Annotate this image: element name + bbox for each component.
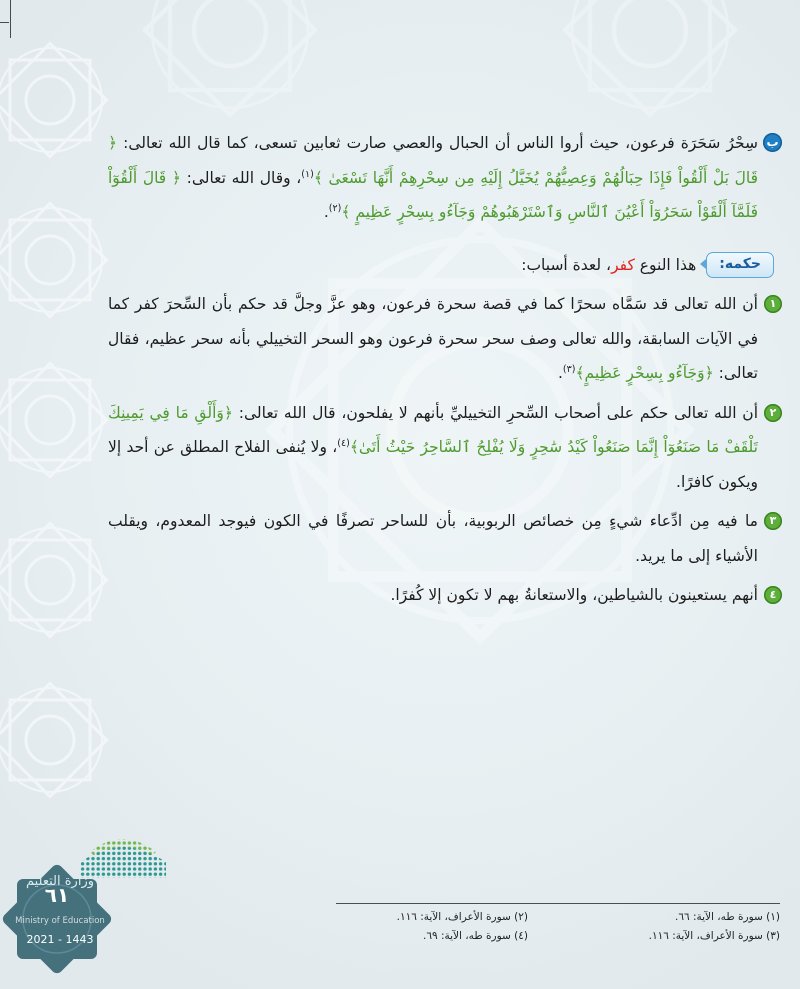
footnote-3: (٣) سورة الأعراف، الآية: ١١٦. xyxy=(648,930,780,942)
body-text: أن الله تعالى قد سَمَّاه سحرًا كما في قصة سحرة فرعون، وهو عزَّ وجلَّ قد حكم بأن السِّحرَ كفر كما في الآيات السابقة، والله تعالى وصف سحر سحرة فرعون وهو السحر التخييلي بأنه سحر عظيم، فقال تعالى: xyxy=(108,295,758,382)
body-text: ، وقال الله تعالى: xyxy=(180,168,302,187)
footnote-ref: (٤) xyxy=(337,437,350,449)
ruling-text-start: هذا النوع xyxy=(634,255,697,274)
main-content xyxy=(108,126,782,618)
ruling-label-badge: حكمه: xyxy=(706,252,774,278)
page-number: ٦١ xyxy=(44,883,70,907)
ruling-text-end: ، لعدة أسباب: xyxy=(521,255,612,274)
ruling-text xyxy=(521,248,696,283)
ministry-name-arabic: وزارة التعليم xyxy=(25,874,95,889)
body-text: أن الله تعالى حكم على أصحاب السِّحرِ التخييليِّ بأنهم لا يفلحون، قال الله تعالى: xyxy=(232,403,758,422)
crop-mark xyxy=(10,0,11,38)
section-b xyxy=(108,126,782,230)
ministry-name-english: Ministry of Education xyxy=(15,916,105,926)
footnotes xyxy=(336,903,780,946)
edition-year: 2021 - 1443 xyxy=(26,933,94,946)
footnote-1: (١) سورة طه، الآية: ٦٦. xyxy=(675,911,780,923)
ruling-heading xyxy=(108,248,782,283)
reason-text xyxy=(108,287,758,391)
body-text: ، ولا يُنفى الفلاح المطلق عن أحد إلا ويكون كافرًا. xyxy=(108,438,758,491)
reason-number-badge: ٣ xyxy=(764,512,782,530)
body-text: سِحْرُ سَحَرَة فرعون، حيث أروا الناس أن الحبال والعصي صارت ثعابين تسعى، كما قال الله تعالى: xyxy=(117,134,758,152)
section-letter-badge: ب xyxy=(763,133,782,152)
quran-verse: ﴿ قَالَ بَلْ أَلْقُواْ فَإِذَا حِبَالُهُمْ وَعِصِيُّهُمْ يُخَيَّلُ إِلَيْهِ مِن سِحْرِهِمْ أَنَّهَا تَسْعَىٰ ﴾ xyxy=(108,134,758,187)
quran-verse: ﴿وَجَآءُو بِسِحْرٍ عَظِيمٍ﴾ xyxy=(575,364,714,382)
footnote-ref: (٣) xyxy=(562,363,576,375)
crop-mark xyxy=(0,22,9,23)
footnote-2: (٢) سورة الأعراف، الآية: ١١٦. xyxy=(396,911,528,923)
ruling-highlight: كفر xyxy=(611,255,635,274)
reason-text xyxy=(108,578,758,613)
body-text: أنهم يستعينون بالشياطين، والاستعانةُ بهم لا تكون إلا كُفرًا. xyxy=(390,586,758,604)
reason-item-4 xyxy=(108,578,782,613)
reason-number-badge: ١ xyxy=(764,295,782,313)
reason-text xyxy=(108,504,758,573)
footnote-4: (٤) سورة طه، الآية: ٦٩. xyxy=(423,930,528,942)
reason-item-3 xyxy=(108,504,782,573)
section-b-paragraph xyxy=(108,126,758,230)
footnote-ref: (١) xyxy=(301,168,314,180)
left-border-ornaments xyxy=(0,43,107,796)
footnote-ref: (٢) xyxy=(328,202,342,214)
body-text: . xyxy=(323,203,329,221)
reason-number-badge: ٢ xyxy=(764,404,782,422)
reason-item-2 xyxy=(108,396,782,500)
reason-number-badge: ٤ xyxy=(764,586,782,604)
quran-verse: ﴿وَأَلْقِ مَا فِي يَمِينِكَ تَلْقَفْ مَا صَنَعُوٓاْ إِنَّمَا صَنَعُواْ كَيْدُ سَٰحِرٍ وَلَا يُفْلِحُ ٱلسَّاحِرُ حَيْثُ أَتَىٰ﴾ xyxy=(108,403,758,456)
reason-text xyxy=(108,396,758,500)
quran-verse: ﴿ قَالَ أَلْقُوٓاْ فَلَمَّآ أَلْقَوْاْ سَحَرُوٓاْ أَعْيُنَ ٱلنَّاسِ وَٱسْتَرْهَبُوهُمْ وَجَآءُو بِسِحْرٍ عَظِيمٍ ﴾ xyxy=(108,168,758,221)
reason-item-1 xyxy=(108,287,782,391)
body-text: . xyxy=(557,364,563,382)
body-text: ما فيه مِن ادِّعاء شيءٍ مِن خصائص الربوبية، بأن للساحر تصرفًا في الكون فيوجد المعدوم، ويقلب الأشياء إلى ما يريد. xyxy=(108,512,758,565)
